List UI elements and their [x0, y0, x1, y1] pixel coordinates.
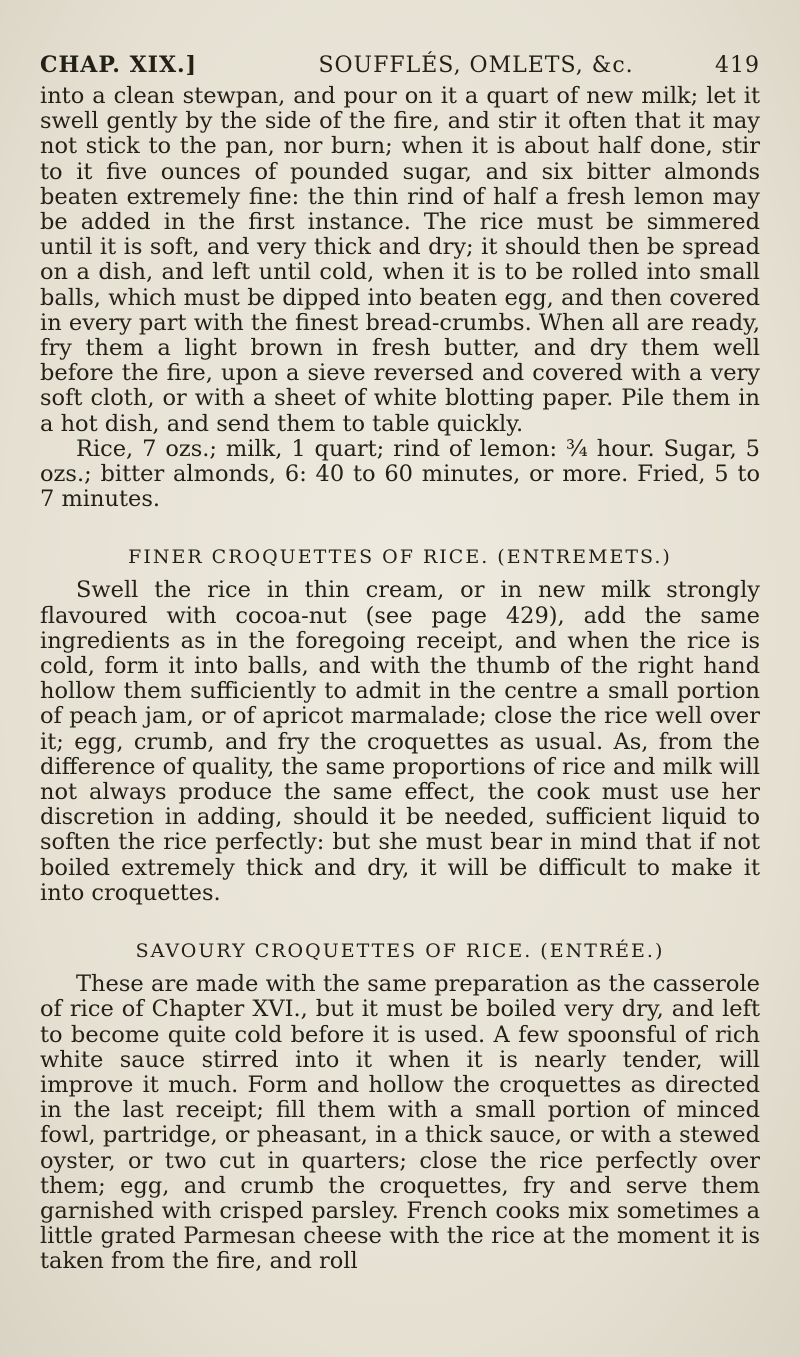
- savoury-croquettes-paragraph: These are made with the same preparation as the casserole of rice of Chapter XVI., but it must be boiled very dry, and left to become quite cold before it is used. A few spoonsful of rich white sauce stirred into it when it is nearly tender, will improve it much. Form and hollow the croquettes as directed in the last receipt; fill them with a small portion of minced fowl, partridge, or pheasant, in a thick sauce, or with a stewed oyster, or two cut in quarters; close the rice perfectly over them; egg, and crumb the croquettes, fry and serve them garnished with crisped parsley. French cooks mix sometimes a little grated Parmesan cheese with the rice at the moment it is taken from the fire, and roll: [40, 971, 760, 1275]
- running-title: SOUFFLÉS, OMLETS, &c.: [318, 53, 634, 78]
- finer-croquettes-title: FINER CROQUETTES OF RICE. (ENTREMETS.): [128, 546, 672, 569]
- continuation-quantities: Rice, 7 ozs.; milk, 1 quart; rind of lemon: ¾ hour. Sugar, 5 ozs.; bitter almonds, 6: 40 to 60 minutes, or more. Fried, 5 to 7 minutes.: [40, 435, 760, 513]
- page-header: [40, 52, 760, 78]
- chapter-label: CHAP. XIX.]: [40, 52, 198, 78]
- page-number: 419: [714, 53, 760, 78]
- finer-croquettes-paragraph: Swell the rice in thin cream, or in new milk strongly flavoured with cocoa-nut (see page 429), add the same ingredients as in the foregoing receipt, and when the rice is cold, form it into balls, and with the thumb of the right hand hollow them sufficiently to admit in the centre a small portion of peach jam, or of apricot marmalade; close the rice well over it; egg, crumb, and fry the croquettes as usual. As, from the difference of quality, the same proportions of rice and milk will not always produce the same effect, the cook must use her discretion in adding, should it be needed, sufficient liquid to soften the rice perfectly: but she must bear in mind that if not boiled extremely thick and dry, it will be difficult to make it into croquettes.: [40, 577, 760, 906]
- continuation-paragraph: into a clean stewpan, and pour on it a quart of new milk; let it swell gently by the side of the fire, and stir it often that it may not stick to the pan, nor burn; when it is about half done, stir to it five ounces of pounded sugar, and six bitter almonds beaten extremely fine: the thin rind of half a fresh lemon may be added in the first instance. The rice must be simmered until it is soft, and very thick and dry; it should then be spread on a dish, and left until cold, when it is to be rolled into small balls, which must be dipped into beaten egg, and then covered in every part with the finest bread-crumbs. When all are ready, fry them a light brown in fresh butter, and dry them well before the fire, upon a sieve reversed and covered with a very soft cloth, or with a sheet of white blotting paper. Pile them in a hot dish, and send them to table quickly.: [40, 83, 760, 437]
- savoury-croquettes-title: SAVOURY CROQUETTES OF RICE. (ENTRÉE.): [135, 940, 665, 963]
